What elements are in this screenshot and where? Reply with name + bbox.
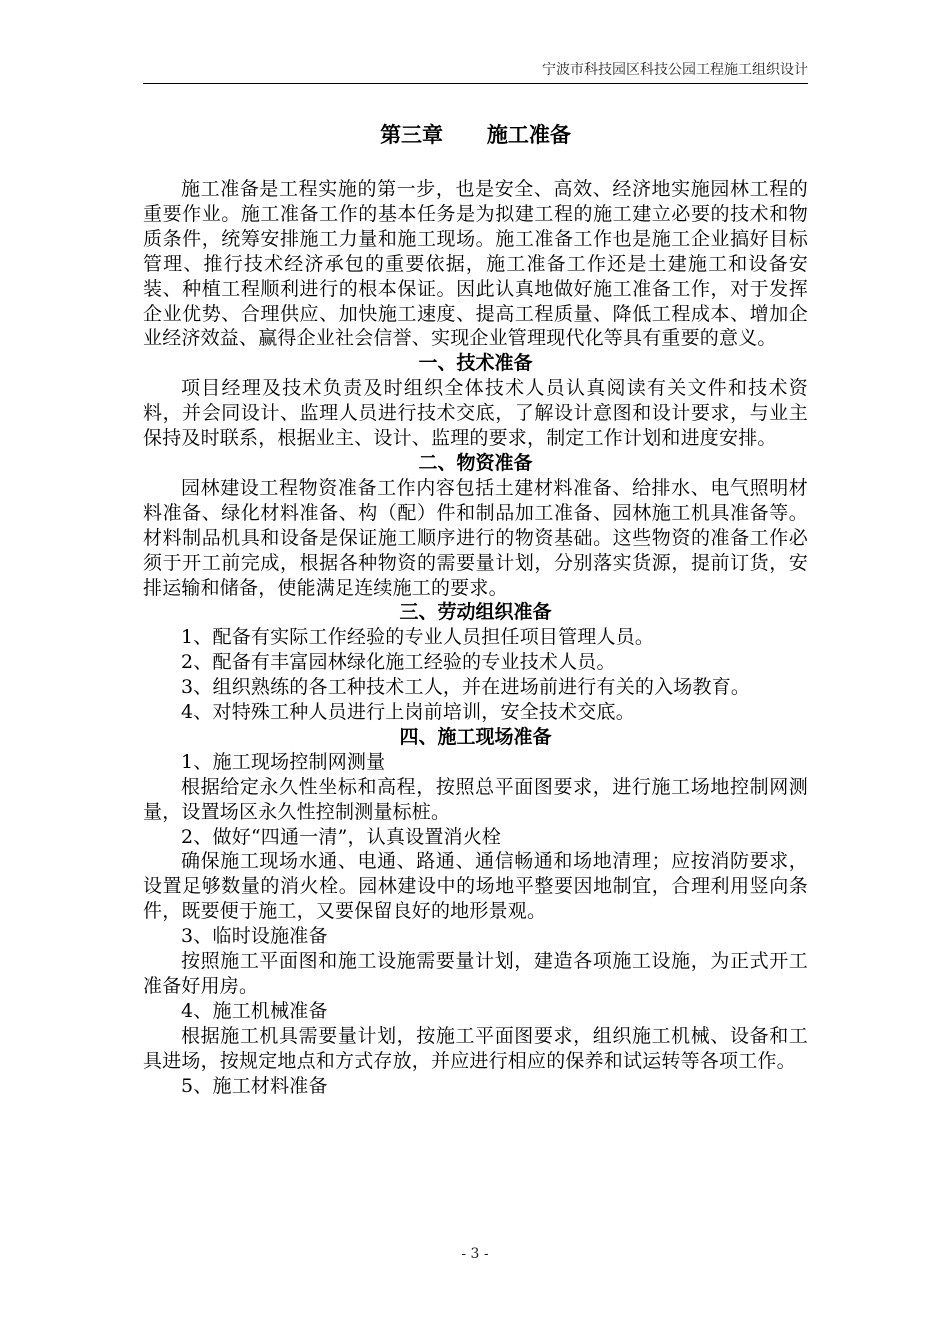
subsection-body: 根据给定永久性坐标和高程，按照总平面图要求，进行施工场地控制网测量，设置场区永久性控制测量标桩。 (143, 775, 808, 823)
header-rule (143, 83, 808, 84)
subsection-body: 确保施工现场水通、电通、路通、通信畅通和场地清理；应按消防要求，设置足够数量的消火栓。园林建设中的场地平整要因地制宜，合理利用竖向条件，既要便于施工，又要保留良好的地形景观。 (143, 850, 808, 923)
section-body-materials: 园林建设工程物资准备工作内容包括土建材料准备、给排水、电气照明材料准备、绿化材料准备、构（配）件和制品加工准备、园林施工机具准备等。材料制品机具和设备是保证施工顺序进行的物资基础。这些物资的准备工作必须于开工前完成，根据各种物资的需要量计划，分别落实货源，提前订货，安排运输和储备，使能满足连续施工的要求。 (143, 476, 808, 599)
subsection-title: 5、施工材料准备 (181, 1074, 328, 1097)
subsection-title: 2、做好“四通一清”，认真设置消火栓 (181, 825, 502, 848)
section-heading-site: 四、施工现场准备 (399, 725, 552, 748)
subsection-body: 根据施工机具需要量计划，按施工平面图要求，组织施工机械、设备和工具进场，按规定地点和方式存放，并应进行相应的保养和试运转等各项工作。 (143, 1024, 808, 1072)
list-item: 4、对特殊工种人员进行上岗前培训，安全技术交底。 (181, 701, 635, 724)
subsection-body: 按照施工平面图和施工设施需要量计划，建造各项施工设施，为正式开工准备好用房。 (143, 950, 808, 997)
list-item: 1、配备有实际工作经验的专业人员担任项目管理人员。 (181, 626, 655, 649)
list-item: 2、配备有丰富园林绿化施工经验的专业技术人员。 (181, 651, 616, 674)
page-number: - 3 - (461, 1246, 489, 1262)
section-body-technical: 项目经理及技术负责及时组织全体技术人员认真阅读有关文件和技术资料，并会同设计、监理人员进行技术交底，了解设计意图和设计要求，与业主保持及时联系，根据业主、设计、监理的要求，制定工作计划和进度安排。 (143, 377, 808, 450)
subsection-title: 1、施工现场控制网测量 (181, 750, 386, 773)
intro-paragraph: 施工准备是工程实施的第一步，也是安全、高效、经济地实施园林工程的重要作业。施工准备工作的基本任务是为拟建工程的施工建立必要的技术和物质条件，统筹安排施工力量和施工现场。施工准备工作也是施工企业搞好目标管理、推行技术经济承包的重要依据，施工准备工作还是土建施工和设备安装、种植工程顺利进行的根本保证。因此认真地做好施工准备工作，对于发挥企业优势、合理供应、加快施工速度、提高工程质量、降低工程成本、增加企业经济效益、赢得企业社会信誉、实现企业管理现代化等具有重要的意义。 (143, 178, 808, 350)
section-heading-technical: 一、技术准备 (418, 352, 533, 375)
section-heading-materials: 二、物资准备 (418, 451, 533, 474)
page-header: 宁波市科技园区科技公园工程施工组织设计 (542, 62, 808, 78)
subsection-title: 4、施工机械准备 (181, 999, 328, 1022)
list-item: 3、组织熟练的各工种技术工人，并在进场前进行有关的入场教育。 (181, 676, 751, 699)
subsection-title: 3、临时设施准备 (181, 925, 328, 948)
section-heading-labor: 三、劳动组织准备 (399, 601, 552, 624)
page-content (143, 120, 808, 1099)
chapter-title: 第三章 施工准备 (380, 123, 571, 147)
